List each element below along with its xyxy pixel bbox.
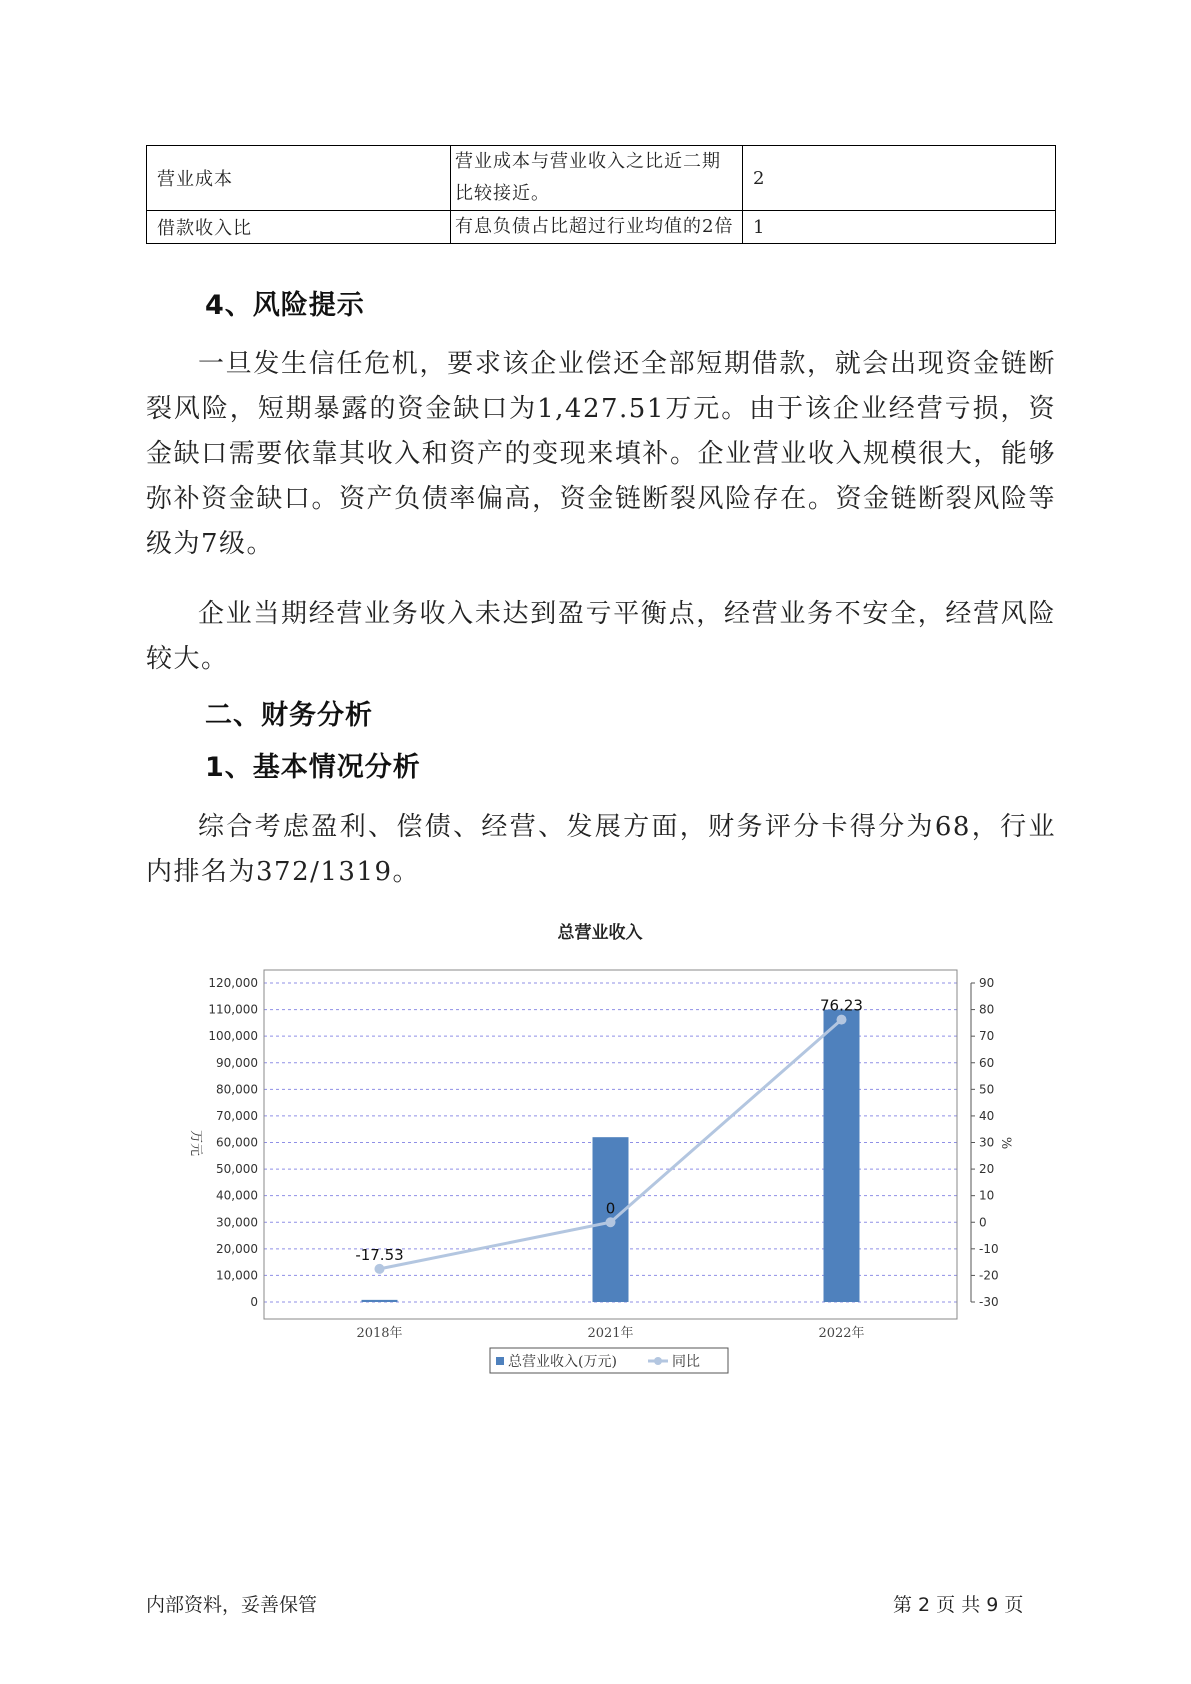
risk-score-table: [146, 145, 1056, 244]
heading-basic-analysis: 1、基本情况分析: [205, 752, 421, 783]
table-row: [147, 211, 1056, 244]
table-cell-score: 1: [743, 211, 1056, 244]
x-tick-label: 2021年: [587, 1326, 634, 1341]
chart-legend: [490, 1348, 728, 1373]
heading-financial-analysis: 二、财务分析: [205, 700, 373, 731]
yoy-point: [375, 1264, 385, 1274]
right-axis: [971, 976, 999, 1309]
y-tick-label: 50,000: [216, 1162, 258, 1177]
table-cell-score: 2: [743, 146, 1056, 211]
legend-label-yoy: 同比: [672, 1354, 700, 1370]
revenue-bar: [362, 1300, 398, 1302]
table-cell-item: 营业成本: [147, 146, 451, 211]
heading-risk-warning: 4、风险提示: [205, 290, 365, 321]
y2-tick-label: 50: [979, 1082, 995, 1097]
yoy-data-label: 0: [605, 1199, 616, 1218]
x-tick-label: 2022年: [818, 1326, 865, 1341]
y2-tick-label: -10: [979, 1241, 999, 1256]
risk-paragraph-2: 企业当期经营业务收入未达到盈亏平衡点，经营业务不安全，经营风险较大。: [146, 599, 1056, 674]
y2-tick-label: 30: [979, 1135, 995, 1150]
y-tick-label: 20,000: [216, 1241, 258, 1256]
legend-label-revenue: 总营业收入(万元): [508, 1354, 617, 1370]
y2-tick-label: 70: [979, 1029, 995, 1044]
y-tick-label: 90,000: [216, 1055, 258, 1070]
chart-title: 总营业收入: [557, 923, 643, 943]
legend-line-marker: [654, 1357, 662, 1365]
basic-analysis-paragraph: 综合考虑盈利、偿债、经营、发展方面，财务评分卡得分为68，行业内排名为372/1319。: [146, 812, 1056, 887]
yoy-point: [837, 1015, 847, 1025]
y-tick-label: 70,000: [216, 1108, 258, 1123]
yoy-data-label: 76.23: [820, 996, 863, 1015]
y2-axis-unit: %: [998, 1136, 1013, 1150]
y2-tick-label: 0: [979, 1215, 987, 1230]
y2-tick-label: -30: [979, 1295, 999, 1309]
left-axis: [208, 976, 258, 1309]
table-cell-desc: 有息负债占比超过行业均值的2倍: [451, 211, 743, 244]
y-tick-label: 0: [250, 1295, 258, 1309]
y-tick-label: 10,000: [216, 1268, 258, 1283]
yoy-point: [606, 1217, 616, 1227]
table-row: [147, 146, 1056, 211]
x-tick-label: 2018年: [356, 1326, 403, 1341]
y-tick-label: 100,000: [208, 1029, 258, 1044]
revenue-bar: [824, 1010, 860, 1302]
footer-page-number: 第 2 页 共 9 页: [893, 1594, 1024, 1616]
table-cell-desc: 营业成本与营业收入之比近二期比较接近。: [451, 146, 743, 211]
yoy-data-label: -17.53: [355, 1245, 404, 1264]
y2-tick-label: 90: [979, 976, 995, 990]
revenue-chart: [180, 915, 1040, 1375]
y-tick-label: 60,000: [216, 1135, 258, 1150]
y2-tick-label: 20: [979, 1162, 995, 1177]
y-tick-label: 80,000: [216, 1082, 258, 1097]
footer-left: 内部资料，妥善保管: [146, 1594, 318, 1616]
table-cell-item: 借款收入比: [147, 211, 451, 244]
y2-tick-label: 60: [979, 1055, 995, 1070]
y2-tick-label: 10: [979, 1188, 995, 1203]
y-tick-label: 40,000: [216, 1188, 258, 1203]
y-tick-label: 110,000: [208, 1002, 258, 1017]
legend-bar-swatch: [496, 1357, 504, 1365]
y2-tick-label: -20: [979, 1268, 999, 1283]
revenue-chart-svg: [180, 915, 1040, 1375]
x-axis: [356, 1325, 864, 1341]
y2-tick-label: 40: [979, 1108, 995, 1123]
y-tick-label: 30,000: [216, 1215, 258, 1230]
y-axis-unit: 万元: [188, 1129, 203, 1157]
y-tick-label: 120,000: [208, 976, 258, 990]
risk-paragraph-1: 一旦发生信任危机，要求该企业偿还全部短期借款，就会出现资金链断裂风险，短期暴露的资金缺口为1,427.51万元。由于该企业经营亏损，资金缺口需要依靠其收入和资产的变现来填补。企业营业收入规模很大，能够弥补资金缺口。资产负债率偏高，资金链断裂风险存在。资金链断裂风险等级为7级。: [146, 349, 1056, 559]
y2-tick-label: 80: [979, 1002, 995, 1017]
